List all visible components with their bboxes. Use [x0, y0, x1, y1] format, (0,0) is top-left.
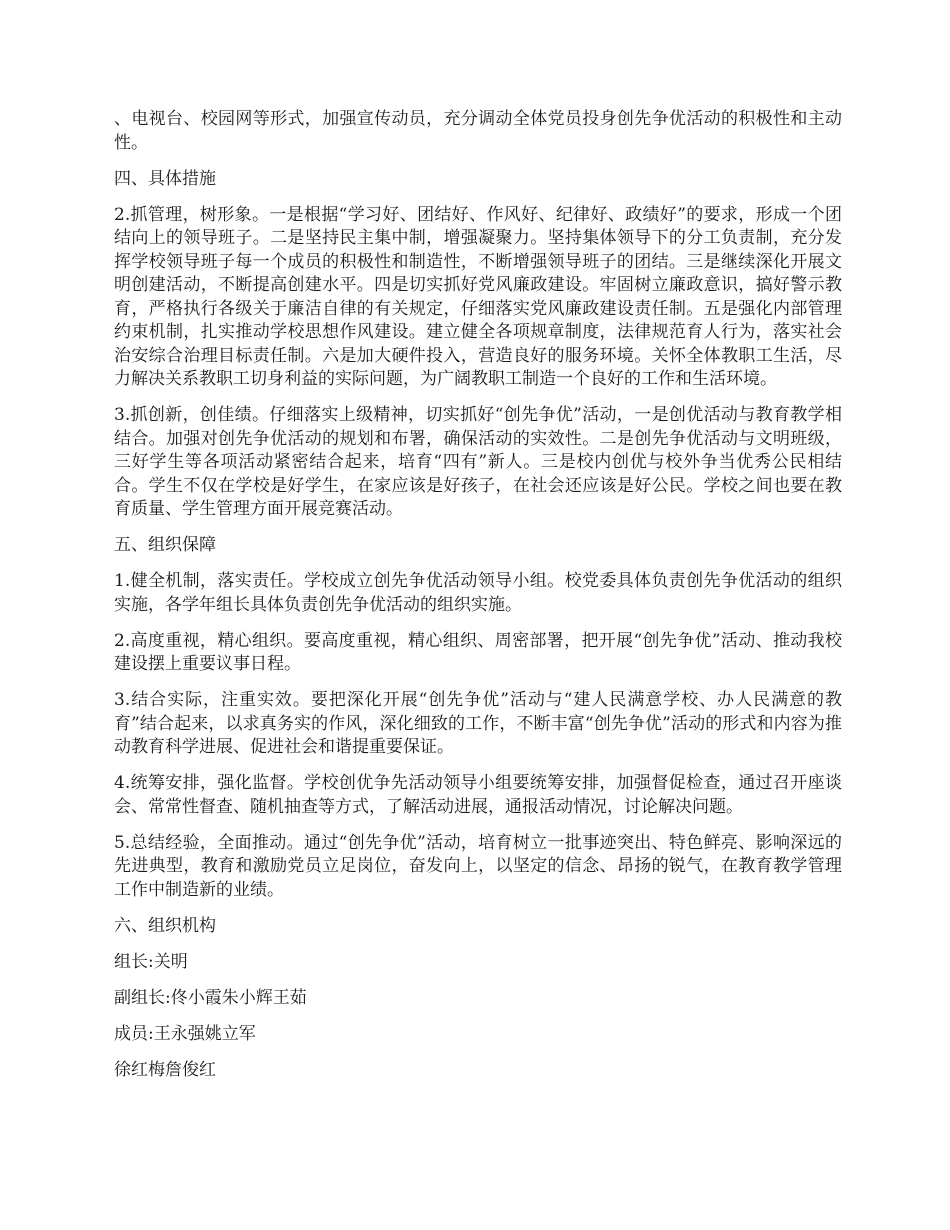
org-leader: 组长:关明 [114, 951, 188, 972]
paragraph-attention: 2.高度重视，精心组织。要高度重视，精心组织、周密部署，把开展“创先争优”活动、推动我校建设摆上重要议事日程。 [114, 630, 842, 674]
paragraph-management: 2.抓管理，树形象。一是根据“学习好、团结好、作风好、纪律好、政绩好”的要求，形成一个团结向上的领导班子。二是坚持民主集中制，增强凝聚力。坚持集体领导下的分工负责制，充分发挥学校领导班子每一个成员的积极性和制造性，不断增强领导班子的团结。三是继续深化开展文明创建活动，不断提高创建水平。四是切实抓好党风廉政建设。牢固树立廉政意识，搞好警示教育，严格执行各级关于廉洁自律的有关规定，仔细落实党风廉政建设责任制。五是强化内部管理约束机制，扎实推动学校思想作风建设。建立健全各项规章制度，法律规范育人行为，落实社会治安综合治理目标责任制。六是加大硬件投入，营造良好的服务环境。关怀全体教职工生活，尽力解决关系教职工切身利益的实际问题，为广阔教职工制造一个良好的工作和生活环境。 [114, 204, 842, 389]
paragraph-publicity: 、电视台、校园网等形式，加强宣传动员，充分调动全体党员投身创先争优活动的积极性和主动性。 [114, 109, 842, 153]
org-members-continued: 徐红梅詹俊红 [114, 1059, 216, 1080]
org-members: 成员:王永强姚立军 [114, 1023, 256, 1044]
org-vice-leader: 副组长:佟小霞朱小辉王茹 [114, 987, 307, 1008]
paragraph-summary: 5.总结经验，全面推动。通过“创先争优”活动，培育树立一批事迹突出、特色鲜亮、影响深远的先进典型，教育和激励党员立足岗位，奋发向上，以坚定的信念、昂扬的锐气，在教育教学管理工作中制造新的业绩。 [114, 832, 842, 900]
paragraph-supervision: 4.统筹安排，强化监督。学校创优争先活动领导小组要统筹安排，加强督促检查，通过召开座谈会、常常性督查、随机抽查等方式，了解活动进展，通报活动情况，讨论解决问题。 [114, 773, 842, 817]
document-page [114, 108, 842, 1095]
paragraph-practical: 3.结合实际，注重实效。要把深化开展“创先争优”活动与“建人民满意学校、办人民满意的教育”结合起来，以求真务实的作风，深化细致的工作，不断丰富“创先争优”活动的形式和内容为推动教育科学进展、促进社会和谐提重要保证。 [114, 690, 842, 757]
paragraph-mechanism: 1.健全机制，落实责任。学校成立创先争优活动领导小组。校党委具体负责创先争优活动的组织实施，各学年组长具体负责创先争优活动的组织实施。 [114, 571, 842, 615]
heading-organization: 六、组织机构 [114, 915, 216, 936]
heading-specific-measures: 四、具体措施 [114, 168, 216, 189]
paragraph-innovation: 3.抓创新，创佳绩。仔细落实上级精神，切实抓好“创先争优”活动，一是创优活动与教育教学相结合。加强对创先争优活动的规划和布署，确保活动的实效性。二是创先争优活动与文明班级，三好学生等各项活动紧密结合起来，培育“四有”新人。三是校内创优与校外争当优秀公民相结合。学生不仅在学校是好学生，在家应该是好孩子，在社会还应该是好公民。学校之间也要在教育质量、学生管理方面开展竞赛活动。 [114, 405, 842, 519]
heading-organizational-guarantee: 五、组织保障 [114, 535, 216, 555]
